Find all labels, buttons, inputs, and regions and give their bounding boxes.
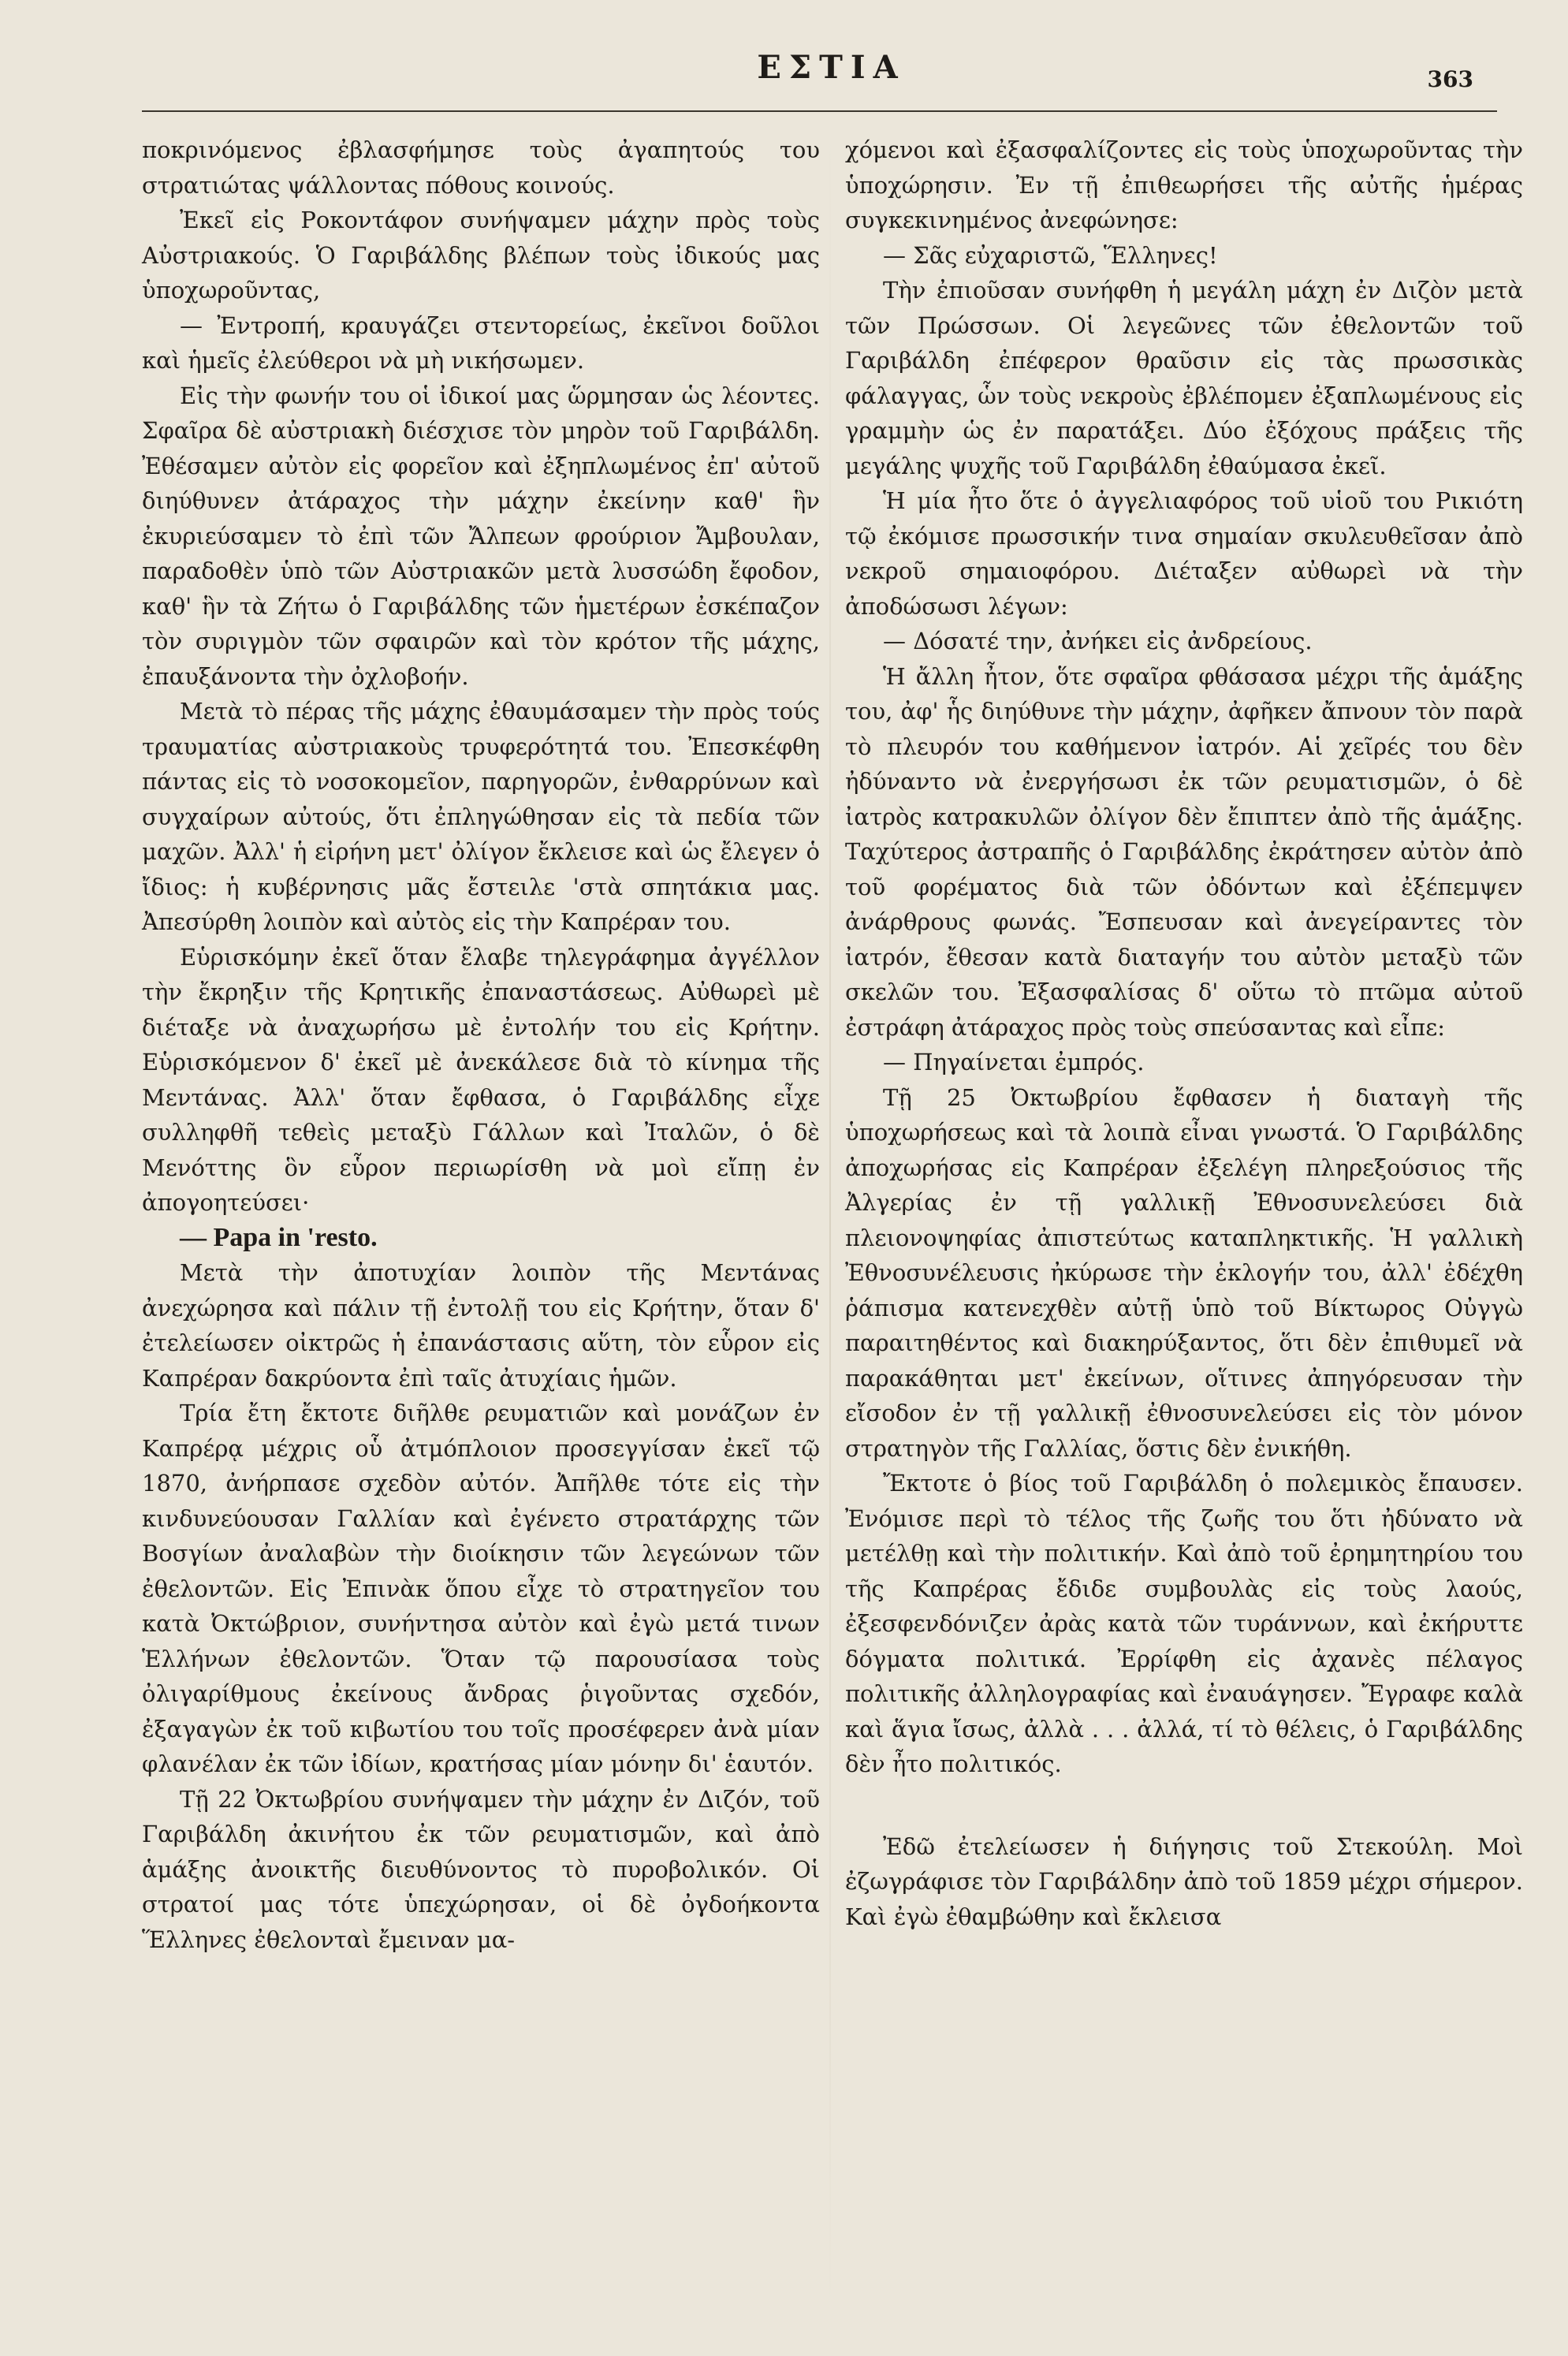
paragraph: — Ἐντροπή, κραυγάζει στεντορείως, ἐκεῖνοι δοῦλοι καὶ ἡμεῖς ἐλεύθεροι νὰ μὴ νικήσωμεν. [142,311,820,374]
page-header [142,49,1521,104]
left-column [142,132,820,1957]
paragraph: Μετὰ τὴν ἀποτυχίαν λοιπὸν τῆς Μεντάνας ἀνεχώρησα καὶ πάλιν τῇ ἐντολῇ του εἰς Κρήτην, ὅταν δ' ἐτελείωσεν οἰκτρῶς ἡ ἐπανάστασις αὕτη, τὸν εὗρον εἰς Καπρέραν δακρύοντα ἐπὶ ταῖς ἀτυχίαις ἡμῶν. [142,1259,820,1392]
paragraph: Τῇ 22 Ὀκτωβρίου συνήψαμεν τὴν μάχην ἐν Διζόν, τοῦ Γαριβάλδη ἀκινήτου ἐκ τῶν ρευματισμῶν, καὶ ἀπὸ ἁμάξης ἀνοικτῆς διευθύνοντος τὸ πυροβολικόν. Οἱ στρατοί μας τότε ὑπεχώρησαν, οἱ δὲ ὀγδοήκοντα Ἕλληνες ἐθελονταὶ ἔμειναν μα- [142,1785,820,1953]
paragraph: — Papa in 'resto. [180,1222,378,1252]
paragraph: Ἔκτοτε ὁ βίος τοῦ Γαριβάλδη ὁ πολεμικὸς ἔπαυσεν. Ἐνόμισε περὶ τὸ τέλος τῆς ζωῆς του ὅτι ἠδύνατο νὰ μετέλθῃ καὶ τὴν πολιτικήν. Καὶ ἀπὸ τοῦ ἐρημητηρίου του τῆς Καπρέρας ἔδιδε συμβουλὰς εἰς τοὺς λαούς, ἐξεσφενδόνιζεν ἀρὰς κατὰ τῶν τυράννων, καὶ ἐκήρυττε δόγματα πολιτικά. Ἐρρίφθη εἰς ἀχανὲς πέλαγος πολιτικῆς ἀλληλογραφίας καὶ ἐναυάγησεν. Ἔγραφε καλὰ καὶ ἅγια ἴσως, ἀλλὰ . . . ἀλλά, τί τὸ θέλεις, ὁ Γαριβάλδης δὲν ἦτο πολιτικός. [845,1470,1523,1777]
header-rule [142,110,1497,112]
paragraph: — Δόσατέ την, ἀνήκει εἰς ἀνδρείους. [883,628,1313,654]
paragraph: χόμενοι καὶ ἐξασφαλίζοντες εἰς τοὺς ὑποχωροῦντας τὴν ὑποχώρησιν. Ἐν τῇ ἐπιθεωρήσει τῆς αὐτῆς ἡμέρας συγκεκινημένος ἀνεφώνησε: [845,136,1523,233]
paragraph: Ἐδῶ ἐτελείωσεν ἡ διήγησις τοῦ Στεκούλη. Μοὶ ἐζωγράφισε τὸν Γαριβάλδην ἀπὸ τοῦ 1859 μέχρι σήμερον. Καὶ ἐγὼ ἐθαμβώθην καὶ ἔκλεισα [845,1832,1523,1930]
paragraph: ποκρινόμενος ἐβλασφήμησε τοὺς ἀγαπητούς του στρατιώτας ψάλλοντας πόθους κοινούς. [142,136,820,199]
paragraph: Εἰς τὴν φωνήν του οἱ ἰδικοί μας ὥρμησαν ὡς λέοντες. Σφαῖρα δὲ αὐστριακὴ διέσχισε τὸν μηρὸν τοῦ Γαριβάλδη. Ἐθέσαμεν αὐτὸν εἰς φορεῖον καὶ ἐξηπλωμένος ἐπ' αὐτοῦ διηύθυνεν ἀτάραχος τὴν μάχην ἐκείνην καθ' ἣν ἐκυριεύσαμεν τὸ ἐπὶ τῶν Ἄλπεων φρούριον Ἄμβουλαν, παραδοθὲν ὑπὸ τῶν Αὐστριακῶν μετὰ λυσσώδη ἔφοδον, καθ' ἣν τὰ Ζήτω ὁ Γαριβάλδης τῶν ἡμετέρων ἐσκέπαζον τὸν συριγμὸν τῶν σφαιρῶν καὶ τὸν κρότον τῆς μάχης, ἐπαυξάνοντα τὴν ὀχλοβοήν. [142,382,820,690]
running-title: ΕΣΤΙΑ [757,49,906,86]
paragraph: Εὑρισκόμην ἐκεῖ ὅταν ἔλαβε τηλεγράφημα ἀγγέλλον τὴν ἔκρηξιν τῆς Κρητικῆς ἐπαναστάσεως. Αὐθωρεὶ μὲ διέταξε νὰ ἀναχωρήσω μὲ ἐντολήν του εἰς Κρήτην. Εὑρισκόμενον δ' ἐκεῖ μὲ ἀνεκάλεσε διὰ τὸ κίνημα τῆς Μεντάνας. Ἀλλ' ὅταν ἔφθασα, ὁ Γαριβάλδης εἶχε συλληφθῆ τεθεὶς μεταξὺ Γάλλων καὶ Ἰταλῶν, ὁ δὲ Μενόττης ὃν εὗρον περιωρίσθη νὰ μοὶ εἴπῃ ἐν ἀπογοητεύσει· [142,943,820,1216]
page-number: 363 [1427,66,1473,92]
right-column [845,132,1523,1934]
paragraph: — Πηγαίνεται ἐμπρός. [883,1049,1145,1075]
column-gutter [829,126,831,2318]
paragraph: Μετὰ τὸ πέρας τῆς μάχης ἐθαυμάσαμεν τὴν πρὸς τούς τραυματίας αὐστριακοὺς τρυφερότητά του. Ἐπεσκέφθη πάντας εἰς τὸ νοσοκομεῖον, παρηγορῶν, ἐνθαρρύνων καὶ συγχαίρων αὐτούς, ὅτι ἐπληγώθησαν εἰς τὰ πεδία τῶν μαχῶν. Ἀλλ' ἡ εἰρήνη μετ' ὀλίγον ἔκλεισε καὶ ὡς ἔλεγεν ὁ ἴδιος: ἡ κυβέρνησις μᾶς ἔστειλε 'στὰ σπητάκια μας. Ἀπεσύρθη λοιπὸν καὶ αὐτὸς εἰς τὴν Καπρέραν του. [142,698,820,935]
paragraph: Τρία ἔτη ἔκτοτε διῆλθε ρευματιῶν καὶ μονάζων ἐν Καπρέρᾳ μέχρις οὗ ἀτμόπλοιον προσεγγίσαν ἐκεῖ τῷ 1870, ἀνήρπασε σχεδὸν αὐτόν. Ἀπῆλθε τότε εἰς τὴν κινδυνεύουσαν Γαλλίαν καὶ ἐγένετο στρατάρχης τῶν Βοσγίων ἀναλαβὼν τὴν διοίκησιν τῶν λεγεώνων τῶν ἐθελοντῶν. Εἰς Ἐπινὰκ ὅπου εἶχε τὸ στρατηγεῖον του κατὰ Ὀκτώβριον, συνήντησα αὐτὸν καὶ ἐγὼ μετά τινων Ἑλλήνων ἐθελοντῶν. Ὅταν τῷ παρουσίασα τοὺς ὀλιγαρίθμους ἐκείνους ἄνδρας ῥιγοῦντας σχεδόν, ἐξαγαγὼν ἐκ τοῦ κιβωτίου του τοῖς προσέφερεν ἀνὰ μίαν φλανέλαν ἐκ τῶν ἰδίων, κρατήσας μίαν μόνην δι' ἑαυτόν. [142,1400,820,1777]
paragraph: Τῇ 25 Ὀκτωβρίου ἔφθασεν ἡ διαταγὴ τῆς ὑποχωρήσεως καὶ τὰ λοιπὰ εἶναι γνωστά. Ὁ Γαριβάλδης ἀποχωρήσας εἰς Καπρέραν ἐξελέγη πληρεξούσιος τῆς Ἀλγερίας ἐν τῇ γαλλικῇ Ἐθνοσυνελεύσει διὰ πλειονοψηφίας ἀπιστεύτως καταπληκτικῆς. Ἡ γαλλικὴ Ἐθνοσυνέλευσις ἠκύρωσε τὴν ἐκλογήν του, ἀλλ' ἐδέχθη ῥάπισμα κατενεχθὲν αὐτῇ ὑπὸ τοῦ Βίκτωρος Οὐγγὼ παραιτηθέντος καὶ διακηρύξαντος, ὅτι δὲν ἐπιθυμεῖ νὰ παρακάθηται μετ' ἐκείνων, οἵτινες ἀπηγόρευσαν τὴν εἴσοδον ἐν τῇ γαλλικῇ ἐθνοσυνελεύσει εἰς τὸν μόνον στρατηγὸν τῆς Γαλλίας, ὅστις δὲν ἐνικήθη. [845,1083,1523,1462]
paragraph: Τὴν ἐπιοῦσαν συνήφθη ἡ μεγάλη μάχη ἐν Διζὸν μετὰ τῶν Πρώσσων. Οἱ λεγεῶνες τῶν ἐθελοντῶν τοῦ Γαριβάλδη ἐπέφερον θραῦσιν εἰς τὰς πρωσσικὰς φάλαγγας, ὧν τοὺς νεκροὺς ἐβλέπομεν ἐξαπλωμένους εἰς γραμμὴν ὡς ἐν παρατάξει. Δύο ἐξόχους πράξεις τῆς μεγάλης ψυχῆς τοῦ Γαριβάλδη ἐθαύμασα ἐκεῖ. [845,277,1523,479]
paragraph: Ἡ μία ἦτο ὅτε ὁ ἀγγελιαφόρος τοῦ υἱοῦ του Ρικιότη τῷ ἐκόμισε πρωσσικήν τινα σημαίαν σκυλευθεῖσαν ἀπὸ νεκροῦ σημαιοφόρου. Διέταξεν αὐθωρεὶ νὰ τὴν ἀποδώσωσι λέγων: [845,487,1523,620]
paragraph: Ἡ ἄλλη ἦτον, ὅτε σφαῖρα φθάσασα μέχρι τῆς ἁμάξης του, ἀφ' ἧς διηύθυνε τὴν μάχην, ἀφῆκεν ἄπνουν τὸν παρὰ τὸ πλευρόν του καθήμενον ἰατρόν. Αἱ χεῖρές του δὲν ἠδύναντο νὰ ἐνεργήσωσι ἐκ τῶν ρευματισμῶν, ὁ δὲ ἰατρὸς κατρακυλῶν ὀλίγον δὲν ἔπιπτεν ἀπὸ τῆς ἁμάξης. Ταχύτερος ἀστραπῆς ὁ Γαριβάλδης ἐκράτησεν αὐτὸν ἀπὸ τοῦ φορέματος διὰ τῶν ὀδόντων καὶ ἐξέπεμψεν ἀνάρθρους φωνάς. Ἔσπευσαν καὶ ἀνεγείραντες τὸν ἰατρόν, ἔθεσαν κατὰ διαταγήν του αὐτὸν μεταξὺ τῶν σκελῶν του. Ἐξασφαλίσας δ' οὕτω τὸ πτῶμα αὐτοῦ ἐστράφη ἀτάραχος πρὸς τοὺς σπεύσαντας καὶ εἶπε: [845,662,1523,1041]
paragraph: — Σᾶς εὐχαριστῶ, Ἕλληνες! [883,241,1218,269]
paragraph: Ἐκεῖ εἰς Ροκοντάφον συνήψαμεν μάχην πρὸς τοὺς Αὐστριακούς. Ὁ Γαριβάλδης βλέπων τοὺς ἰδικούς μας ὑποχωροῦντας, [142,207,820,304]
